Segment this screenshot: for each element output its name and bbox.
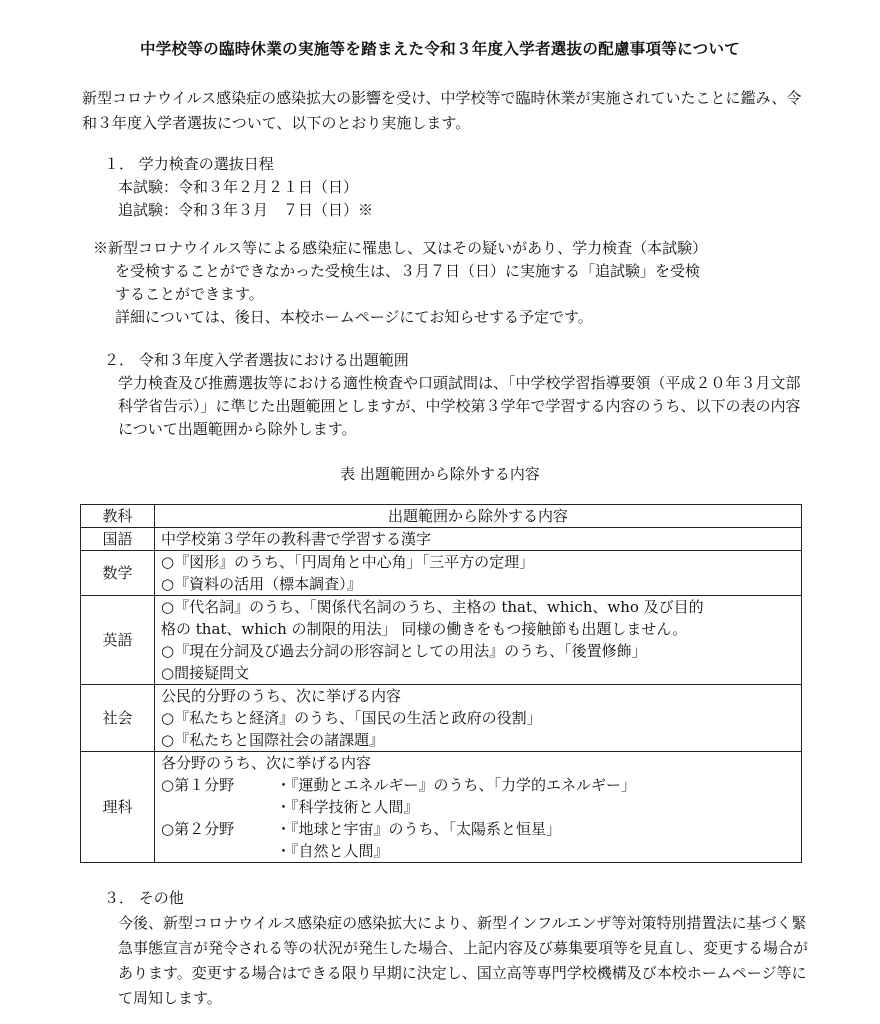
table-row (81, 551, 802, 596)
section-other (96, 886, 808, 1011)
table-header-row (81, 505, 802, 528)
subject-cell: 国語 (81, 528, 155, 551)
table-row (81, 752, 802, 863)
column-header: 出題範囲から除外する内容 (155, 505, 802, 528)
content-line: ○『私たちと国際社会の諸課題』 (161, 731, 385, 749)
subject-cell: 社会 (81, 685, 155, 752)
intro-paragraph: 新型コロナウイルス感染症の感染拡大の影響を受け、中学校等で臨時休業が実施されていたことに鑑み、令和３年度入学者選抜について、以下のとおり実施します。 (82, 89, 802, 132)
content-cell (155, 528, 802, 551)
content-line: 格の that、which の制限的用法」 同様の働きをもつ接触節も出題しません。 (161, 620, 688, 638)
content-line: ○『代名詞』のうち、「関係代名詞のうち、主格の that、which、who 及び目的 (161, 598, 704, 616)
content-line: 中学校第３学年の教科書で学習する漢字 (161, 530, 432, 548)
note-line: を受検することができなかった受検生は、３月７日（日）に実施する「追試験」を受検 (115, 262, 701, 280)
note-line: 詳細については、後日、本校ホームページにてお知らせする予定です。 (115, 308, 593, 326)
scope-paragraph: 学力検査及び推薦選抜等における適性検査や口頭試問は、「中学校学習指導要領（平成２０年３月文部科学省告示）」に準じた出題範囲としますが、中学校第３学年で学習する内容のうち、以下の表の内容について出題範囲から除外します。 (118, 374, 801, 438)
note-line: することができます。 (115, 285, 264, 303)
content-cell (155, 596, 802, 685)
content-line: ○『私たちと経済』のうち、「国民の生活と政府の役割」 (161, 709, 542, 727)
section-schedule (96, 153, 373, 222)
content-line: 公民的分野のうち、次に挙げる内容 (161, 687, 402, 705)
subject-cell: 理科 (81, 752, 155, 863)
other-paragraph: 今後、新型コロナウイルス感染症の感染拡大により、新型インフルエンザ等対策特別措置法に基づく緊急事態宣言が発令される等の状況が発生した場合、上記内容及び募集要項等を見直し、変更する場合があります。変更する場合はできる限り早期に決定し、国立高等専門学校機構及び本校ホームページ等にて周知します。 (118, 914, 809, 1007)
content-line: ○『資料の活用（標本調査）』 (161, 575, 362, 593)
content-cell (155, 752, 802, 863)
science-line (161, 796, 795, 818)
content-cell (155, 551, 802, 596)
subject-cell: 英語 (81, 596, 155, 685)
table-row (81, 596, 802, 685)
main-exam-date: 本試験：令和３年２月２１日（日） (118, 178, 359, 196)
makeup-exam-date: 追試験：令和３年３月 ７日（日）※ (118, 201, 374, 219)
column-header: 教科 (81, 505, 155, 528)
content-line: ○『現在分詞及び過去分詞の形容詞としての用法』のうち、「後置修飾」 (161, 642, 647, 660)
content-line: ○『図形』のうち、「円周角と中心角」「三平方の定理」 (161, 553, 535, 571)
section-heading: １． 学力検査の選抜日程 (104, 155, 274, 173)
science-line (161, 840, 795, 862)
subject-cell: 数学 (81, 551, 155, 596)
excluded-content-table (80, 504, 802, 863)
table-row (81, 528, 802, 551)
science-field (161, 796, 276, 818)
science-field (161, 840, 276, 862)
content-cell (155, 685, 802, 752)
science-field: ○第２分野 (161, 820, 235, 838)
section-scope (96, 349, 808, 441)
science-item: ・『自然と人間』 (276, 842, 389, 860)
document-title: 中学校等の臨時休業の実施等を踏まえた令和３年度入学者選抜の配慮事項等について (139, 39, 741, 58)
content-line: 各分野のうち、次に挙げる内容 (161, 754, 372, 772)
table-caption: 表 出題範囲から除外する内容 (340, 465, 540, 483)
science-item: ・『地球と宇宙』のうち、「太陽系と恒星」 (276, 820, 562, 838)
science-line (161, 774, 795, 796)
content-line: ○間接疑問文 (161, 664, 250, 682)
table-row (81, 685, 802, 752)
section-heading: ３． その他 (104, 889, 184, 907)
note-line: ※新型コロナウイルス等による感染症に罹患し、又はその疑いがあり、学力検査（本試験） (93, 239, 708, 257)
science-item: ・『科学技術と人間』 (276, 798, 419, 816)
section-heading: ２． 令和３年度入学者選抜における出題範囲 (104, 351, 409, 369)
science-item: ・『運動とエネルギー』のうち、「力学的エネルギー」 (276, 776, 637, 794)
science-field: ○第１分野 (161, 776, 235, 794)
science-line (161, 818, 795, 840)
makeup-note (93, 237, 813, 329)
